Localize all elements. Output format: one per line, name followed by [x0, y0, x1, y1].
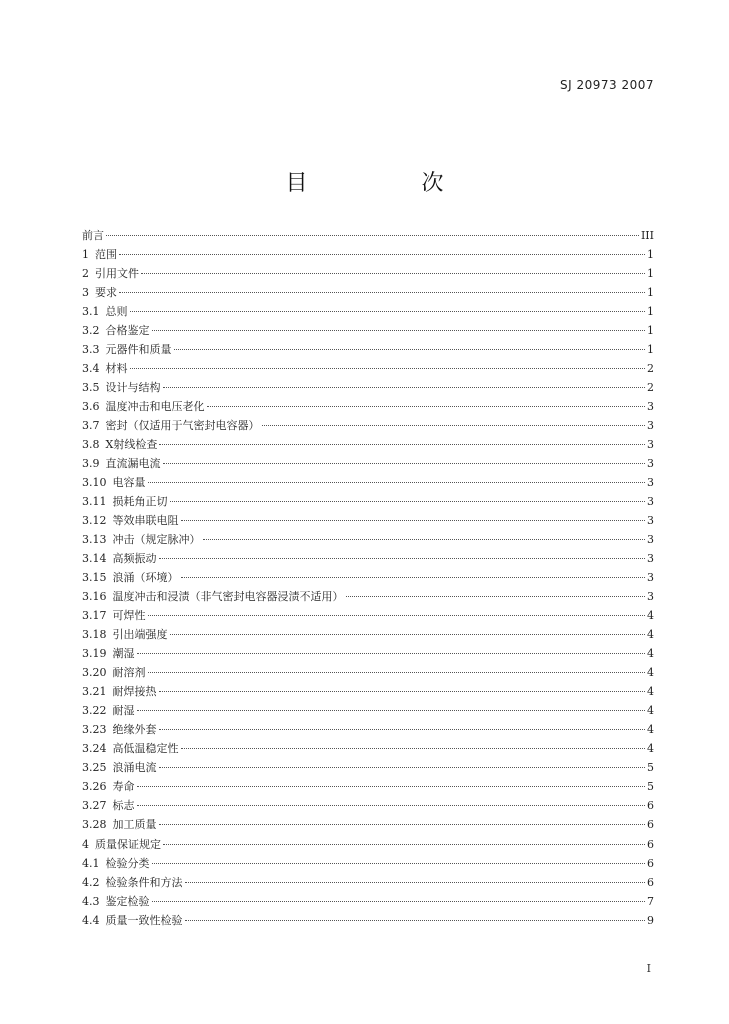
toc-entry-title: 质量保证规定 — [95, 837, 161, 851]
toc-entry-number: 3.24 — [82, 742, 107, 756]
toc-entry[interactable] — [82, 549, 654, 568]
toc-entry-title: 耐湿 — [112, 704, 135, 718]
toc-entry-title: 损耗角正切 — [112, 495, 168, 509]
toc-entry[interactable] — [82, 245, 654, 264]
toc-entry[interactable] — [82, 340, 654, 359]
toc-entry[interactable] — [82, 454, 654, 473]
dot-leader — [262, 425, 646, 426]
dot-leader — [137, 805, 646, 806]
toc-entry-number: 3.1 — [82, 305, 100, 319]
standard-code: SJ 20973 2007 — [560, 78, 654, 92]
toc-entry-title: 材料 — [105, 362, 128, 376]
toc-entry-title: 元器件和质量 — [105, 343, 172, 357]
toc-entry-number: 3.16 — [82, 590, 107, 604]
dot-leader — [119, 254, 645, 255]
dot-leader — [106, 235, 639, 236]
toc-entry[interactable] — [82, 492, 654, 511]
toc-entry-number: 3 — [82, 286, 89, 300]
toc-entry-number: 2 — [82, 267, 89, 281]
toc-entry-title: 浪涌（环境） — [112, 571, 179, 585]
dot-leader — [148, 672, 646, 673]
toc-entry-title: 检验条件和方法 — [105, 875, 183, 889]
toc-entry-title: 可焊性 — [112, 609, 146, 623]
toc-entry-page: 3 — [647, 514, 654, 528]
page-number: I — [646, 962, 651, 975]
dot-leader — [159, 558, 646, 559]
dot-leader — [170, 501, 646, 502]
toc-entry-number: 3.4 — [82, 362, 100, 376]
toc-entry-page: 1 — [647, 305, 654, 319]
toc-entry-number: 3.14 — [82, 552, 107, 566]
toc-entry-number: 3.19 — [82, 647, 107, 661]
dot-leader — [185, 920, 646, 921]
toc-entry-title: 寿命 — [112, 780, 135, 794]
dot-leader — [137, 786, 646, 787]
toc-entry-number: 3.17 — [82, 609, 107, 623]
dot-leader — [181, 577, 646, 578]
toc-entry-page: 6 — [647, 875, 654, 889]
toc-entry-number: 3.23 — [82, 723, 107, 737]
toc-entry-page: 3 — [647, 400, 654, 414]
dot-leader — [159, 691, 646, 692]
toc-entry-title: 要求 — [95, 286, 117, 300]
dot-leader — [130, 368, 646, 369]
toc-entry-number: 3.15 — [82, 571, 107, 585]
toc-entry-page: 6 — [647, 799, 654, 813]
toc-entry[interactable] — [82, 226, 654, 245]
dot-leader — [185, 882, 646, 883]
toc-entry-page: 1 — [647, 343, 654, 357]
dot-leader — [152, 330, 646, 331]
toc-entry[interactable] — [82, 796, 654, 815]
toc-entry-number: 3.5 — [82, 381, 100, 395]
toc-entry-number: 4.3 — [82, 894, 100, 908]
toc-entry-page: 5 — [647, 761, 654, 775]
dot-leader — [163, 463, 646, 464]
toc-entry-page: 3 — [647, 419, 654, 433]
toc-entry[interactable] — [82, 416, 654, 435]
toc-entry[interactable] — [82, 739, 654, 758]
toc-entry-page: 4 — [647, 609, 654, 623]
toc-entry-title: 温度冲击和浸渍（非气密封电容器浸渍不适用） — [112, 590, 344, 604]
toc-entry[interactable] — [82, 530, 654, 549]
toc-entry-title: 绝缘外套 — [112, 723, 157, 737]
toc-entry-number: 3.21 — [82, 685, 107, 699]
dot-leader — [170, 634, 646, 635]
dot-leader — [163, 387, 646, 388]
toc-entry-page: 2 — [647, 381, 654, 395]
toc-entry-page: 1 — [647, 324, 654, 338]
toc-entry-title: 高频振动 — [112, 552, 157, 566]
toc-entry[interactable] — [82, 511, 654, 530]
toc-entry[interactable] — [82, 435, 654, 454]
dot-leader — [119, 292, 645, 293]
toc-entry-number: 3.13 — [82, 533, 107, 547]
toc-entry[interactable] — [82, 378, 654, 397]
toc-entry[interactable] — [82, 568, 654, 587]
dot-leader — [152, 901, 646, 902]
toc-entry-number: 3.9 — [82, 457, 100, 471]
toc-entry-title: 温度冲击和电压老化 — [105, 400, 205, 414]
toc-entry-page: 6 — [647, 837, 654, 851]
toc-entry-page: 9 — [647, 913, 654, 927]
dot-leader — [130, 311, 646, 312]
toc-entry-page: 2 — [647, 362, 654, 376]
toc-entry-page: 3 — [647, 552, 654, 566]
dot-leader — [181, 748, 646, 749]
toc-entry-number: 3.11 — [82, 495, 107, 509]
toc-list — [82, 226, 654, 930]
toc-entry-title: 总则 — [105, 305, 128, 319]
toc-entry-title: 加工质量 — [112, 818, 157, 832]
toc-entry-title: 耐溶剂 — [112, 666, 146, 680]
dot-leader — [148, 482, 646, 483]
toc-entry-title: 标志 — [112, 799, 135, 813]
toc-entry-number: 4.1 — [82, 856, 100, 870]
toc-entry[interactable] — [82, 321, 654, 340]
toc-entry[interactable] — [82, 892, 654, 911]
toc-entry-title: 潮湿 — [112, 647, 135, 661]
dot-leader — [181, 520, 646, 521]
toc-entry-number: 4.2 — [82, 875, 100, 889]
toc-entry-title: 高低温稳定性 — [112, 742, 179, 756]
toc-entry[interactable] — [82, 682, 654, 701]
toc-entry-title: 引出端强度 — [112, 628, 168, 642]
toc-entry-page: 4 — [647, 723, 654, 737]
toc-entry-page: 6 — [647, 818, 654, 832]
toc-entry-page: 4 — [647, 628, 654, 642]
toc-entry[interactable] — [82, 606, 654, 625]
toc-entry[interactable] — [82, 283, 654, 302]
toc-entry[interactable] — [82, 911, 654, 930]
toc-entry-page: 5 — [647, 780, 654, 794]
toc-entry[interactable] — [82, 835, 654, 854]
toc-entry[interactable] — [82, 359, 654, 378]
toc-entry[interactable] — [82, 854, 654, 873]
toc-entry-title: 电容量 — [112, 476, 146, 490]
toc-entry-page: 6 — [647, 856, 654, 870]
toc-entry-title: 合格鉴定 — [105, 324, 150, 338]
toc-entry-page: 4 — [647, 685, 654, 699]
dot-leader — [159, 444, 645, 445]
toc-entry-title: 密封（仅适用于气密封电容器） — [105, 419, 260, 433]
toc-entry[interactable] — [82, 815, 654, 834]
toc-entry-title: 引用文件 — [95, 267, 139, 281]
toc-entry[interactable] — [82, 701, 654, 720]
toc-entry-number: 3.7 — [82, 419, 100, 433]
toc-entry-page: III — [640, 229, 654, 242]
toc-entry-page: 1 — [647, 286, 654, 300]
dot-leader — [163, 844, 645, 845]
toc-entry-number: 3.28 — [82, 818, 107, 832]
toc-entry[interactable] — [82, 873, 654, 892]
dot-leader — [203, 539, 646, 540]
dot-leader — [174, 349, 646, 350]
toc-entry-number: 3.10 — [82, 476, 107, 490]
page-title: 目 次 — [285, 171, 490, 196]
toc-entry-page: 1 — [647, 248, 654, 262]
toc-entry-number: 3.6 — [82, 400, 100, 414]
toc-entry-page: 3 — [647, 457, 654, 471]
toc-entry-page: 3 — [647, 590, 654, 604]
dot-leader — [141, 273, 645, 274]
toc-entry-page: 3 — [647, 438, 654, 452]
toc-entry-title: 鉴定检验 — [105, 894, 150, 908]
toc-entry-number: 3.20 — [82, 666, 107, 680]
toc-entry-title: 前言 — [82, 229, 104, 242]
toc-entry[interactable] — [82, 587, 654, 606]
toc-entry-title: 等效串联电阻 — [112, 514, 179, 528]
toc-entry-title: 检验分类 — [105, 856, 150, 870]
toc-entry-title: 耐焊接热 — [112, 685, 157, 699]
toc-entry-page: 1 — [647, 267, 654, 281]
toc-entry-number: 3.3 — [82, 343, 100, 357]
toc-entry-page: 3 — [647, 571, 654, 585]
toc-entry[interactable] — [82, 644, 654, 663]
dot-leader — [159, 729, 646, 730]
toc-entry-number: 3.2 — [82, 324, 100, 338]
toc-entry-page: 7 — [647, 894, 654, 908]
dot-leader — [137, 653, 646, 654]
dot-leader — [159, 767, 646, 768]
toc-entry-title: 浪涌电流 — [112, 761, 157, 775]
toc-entry-page: 4 — [647, 666, 654, 680]
toc-entry-number: 4 — [82, 837, 89, 851]
toc-entry-number: 3.12 — [82, 514, 107, 528]
toc-entry-number: 4.4 — [82, 913, 100, 927]
toc-entry-title: 质量一致性检验 — [105, 913, 183, 927]
toc-entry[interactable] — [82, 397, 654, 416]
dot-leader — [137, 710, 646, 711]
toc-entry-title: 直流漏电流 — [105, 457, 161, 471]
toc-entry-number: 3.18 — [82, 628, 107, 642]
toc-entry-number: 3.26 — [82, 780, 107, 794]
dot-leader — [207, 406, 646, 407]
toc-entry-page: 3 — [647, 533, 654, 547]
toc-entry[interactable] — [82, 777, 654, 796]
toc-entry-page: 4 — [647, 742, 654, 756]
toc-entry-number: 3.27 — [82, 799, 107, 813]
toc-entry-number: 1 — [82, 248, 89, 262]
toc-entry-page: 4 — [647, 704, 654, 718]
toc-entry-title: X射线检查 — [105, 438, 158, 452]
toc-entry-title: 范围 — [95, 248, 117, 262]
dot-leader — [152, 863, 646, 864]
toc-entry-number: 3.8 — [82, 438, 100, 452]
toc-entry[interactable] — [82, 473, 654, 492]
toc-entry[interactable] — [82, 758, 654, 777]
toc-entry-page: 4 — [647, 647, 654, 661]
toc-entry-page: 3 — [647, 476, 654, 490]
toc-entry[interactable] — [82, 720, 654, 739]
toc-entry[interactable] — [82, 663, 654, 682]
toc-entry-title: 冲击（规定脉冲） — [112, 533, 201, 547]
toc-entry[interactable] — [82, 625, 654, 644]
dot-leader — [346, 596, 646, 597]
toc-entry[interactable] — [82, 302, 654, 321]
dot-leader — [148, 615, 646, 616]
toc-entry-number: 3.25 — [82, 761, 107, 775]
toc-entry-title: 设计与结构 — [105, 381, 161, 395]
toc-entry[interactable] — [82, 264, 654, 283]
dot-leader — [159, 824, 646, 825]
toc-entry-number: 3.22 — [82, 704, 107, 718]
toc-entry-page: 3 — [647, 495, 654, 509]
